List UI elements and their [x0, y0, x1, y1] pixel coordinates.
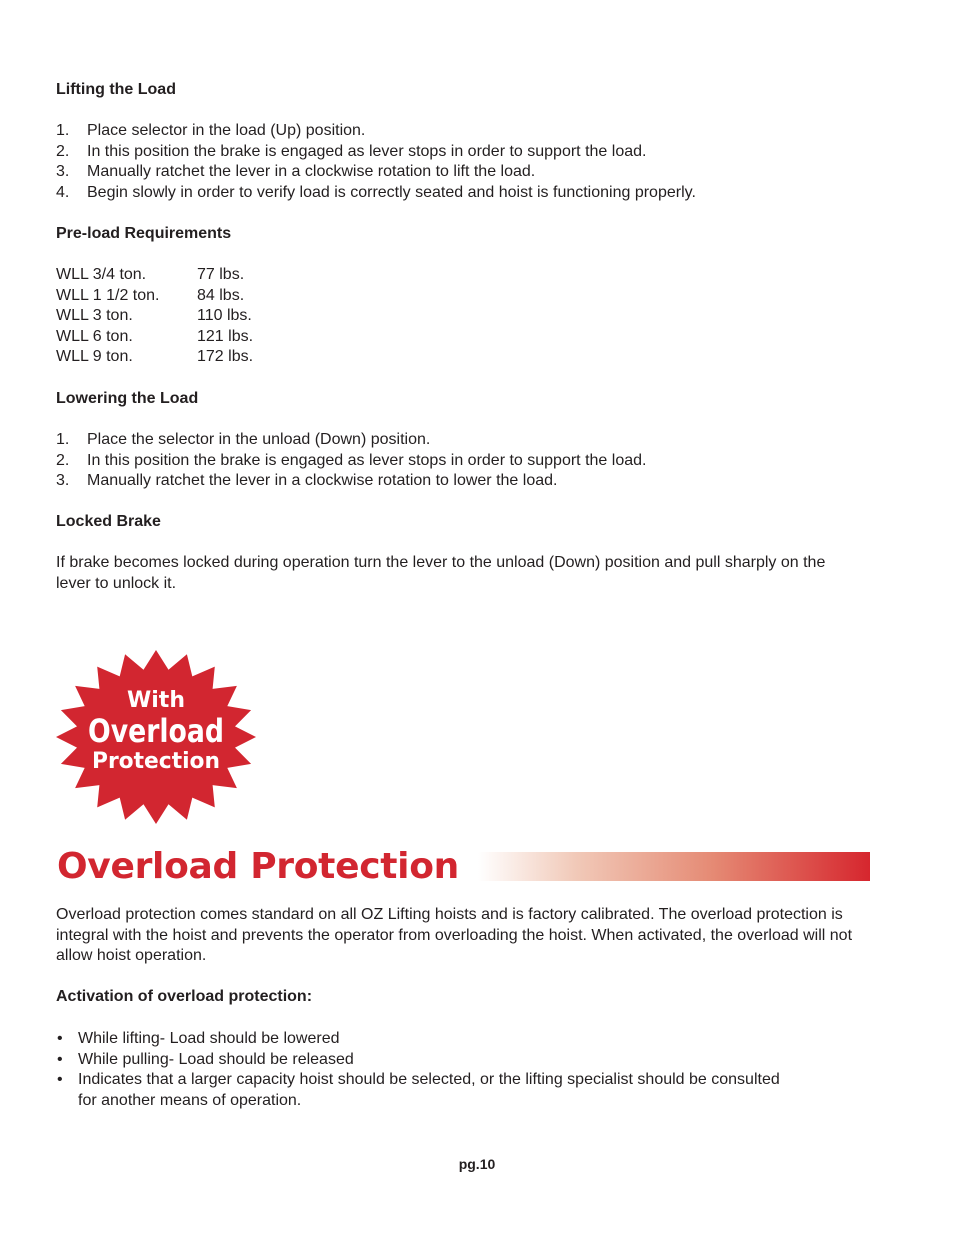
- lowering-heading: Lowering the Load: [56, 390, 199, 407]
- overload-intro: Overload protection comes standard on all OZ Lifting hoists and is factory calibrated. The overload protection is integral with the hoist and prevents the operator from overloading the hoist. When activated, the overload will not allow hoist operation.: [56, 906, 853, 964]
- list-item: [56, 1070, 796, 1111]
- step-text: Manually ratchet the lever in a clockwise rotation to lower the load.: [87, 472, 558, 489]
- list-item: [56, 121, 696, 142]
- preload-table: [56, 265, 253, 368]
- table-row: [56, 286, 253, 307]
- weight-cell: 84 lbs.: [197, 286, 245, 304]
- list-item: [56, 430, 646, 451]
- lifting-heading: Lifting the Load: [56, 81, 176, 98]
- badge-line1: With: [127, 688, 185, 713]
- weight-cell: 172 lbs.: [197, 348, 254, 365]
- activation-heading: Activation of overload protection:: [56, 988, 313, 1005]
- wll-cell: WLL 3 ton.: [56, 307, 133, 324]
- step-number: 3.: [56, 163, 70, 180]
- table-row: [56, 347, 253, 368]
- step-number: 2.: [56, 142, 70, 160]
- page-number: pg.10: [458, 1156, 496, 1172]
- list-item: [56, 451, 646, 472]
- preload-heading: Pre-load Requirements: [56, 225, 232, 242]
- wll-cell: WLL 9 ton.: [56, 348, 133, 365]
- step-number: 2.: [56, 451, 70, 469]
- step-text: In this position the brake is engaged as lever stops in order to support the load.: [87, 451, 647, 469]
- overload-badge: [55, 649, 257, 825]
- activation-list: [56, 1029, 796, 1111]
- weight-cell: 121 lbs.: [197, 327, 254, 345]
- wll-cell: WLL 6 ton.: [56, 327, 133, 345]
- bullet-icon: •: [57, 1030, 63, 1047]
- bullet-text: While lifting- Load should be lowered: [78, 1030, 340, 1047]
- section-title: Overload Protection: [57, 846, 459, 887]
- list-item: [56, 1050, 796, 1071]
- starburst-icon: [55, 649, 257, 825]
- bullet-icon: •: [57, 1050, 63, 1068]
- step-text: Begin slowly in order to verify load is correctly seated and hoist is functioning properly.: [87, 183, 696, 201]
- step-text: In this position the brake is engaged as lever stops in order to support the load.: [87, 142, 647, 160]
- list-item: [56, 162, 696, 183]
- title-gradient-bar: [478, 852, 870, 881]
- step-text: Manually ratchet the lever in a clockwise rotation to lift the load.: [87, 163, 536, 180]
- step-number: 1.: [56, 431, 70, 448]
- locked-heading: Locked Brake: [56, 513, 161, 530]
- bullet-text: While pulling- Load should be released: [78, 1050, 354, 1068]
- wll-cell: WLL 3/4 ton.: [56, 266, 147, 283]
- table-row: [56, 265, 253, 286]
- list-item: [56, 183, 696, 204]
- step-number: 1.: [56, 122, 70, 139]
- badge-line3: Protection: [92, 749, 220, 774]
- badge-line2: Overload: [88, 712, 224, 750]
- step-text: Place the selector in the unload (Down) position.: [87, 431, 431, 448]
- list-item: [56, 471, 646, 492]
- wll-cell: WLL 1 1/2 ton.: [56, 286, 160, 304]
- step-number: 4.: [56, 183, 70, 201]
- step-text: Place selector in the load (Up) position.: [87, 122, 366, 139]
- weight-cell: 110 lbs.: [197, 307, 252, 324]
- table-row: [56, 306, 253, 327]
- table-row: [56, 327, 253, 348]
- list-item: [56, 142, 696, 163]
- lifting-steps: [56, 121, 696, 203]
- bullet-icon: •: [57, 1071, 63, 1088]
- list-item: [56, 1029, 796, 1050]
- weight-cell: 77 lbs.: [197, 266, 245, 283]
- bullet-text: Indicates that a larger capacity hoist should be selected, or the lifting specialist should be consulted for another means of operation.: [78, 1071, 780, 1109]
- locked-text: If brake becomes locked during operation turn the lever to the unload (Down) position and pull sharply on the lever to unlock it.: [56, 554, 826, 592]
- step-number: 3.: [56, 472, 70, 489]
- lowering-steps: [56, 430, 646, 492]
